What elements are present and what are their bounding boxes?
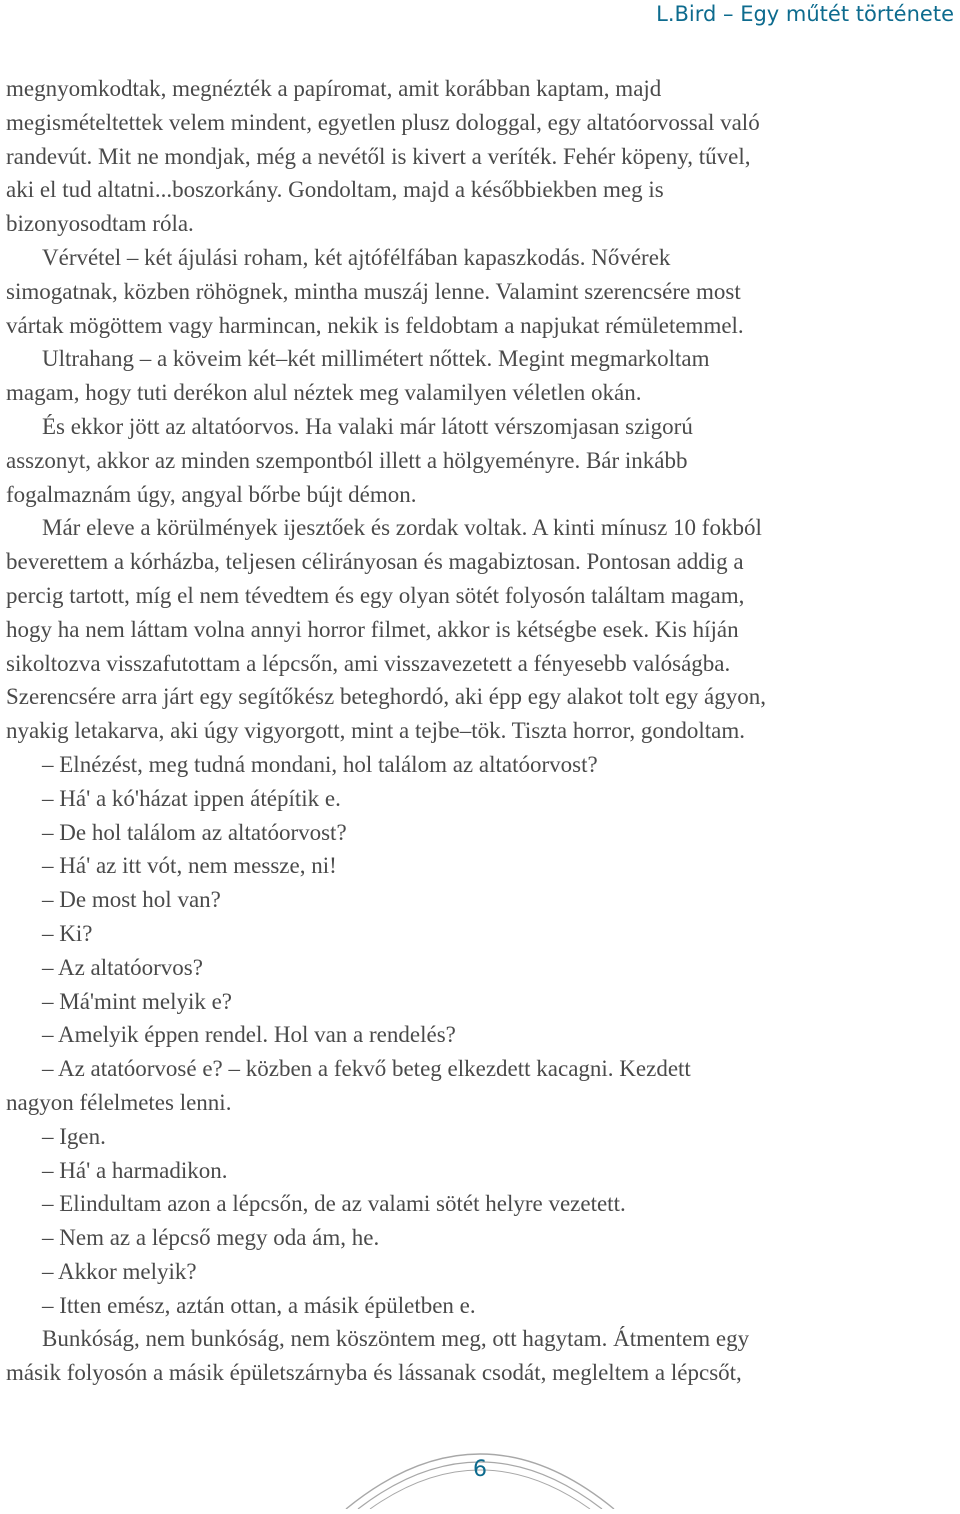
- text-line: – Ki?: [42, 920, 93, 946]
- text-line: – Má'mint melyik e?: [42, 988, 233, 1014]
- text-line: Szerencsére arra járt egy segítőkész beteghordó, aki épp egy alakot tolt egy ágyon,: [6, 684, 766, 710]
- text-line: – Há' a kó'házat ippen átépítik e.: [42, 785, 341, 811]
- text-line: – Há' a harmadikon.: [42, 1157, 228, 1183]
- text-line: vártak mögöttem vagy harmincan, nekik is feldobtam a napjukat rémületemmel.: [6, 312, 744, 338]
- text-line: beverettem a kórházba, teljesen célirányosan és magabiztosan. Pontosan addig a: [6, 549, 744, 575]
- text-line: magam, hogy tuti derékon alul néztek meg valamilyen véletlen okán.: [6, 380, 642, 406]
- text-line: bizonyosodtam róla.: [6, 211, 194, 237]
- text-line: – Amelyik éppen rendel. Hol van a rendelés?: [42, 1022, 456, 1048]
- text-line: Már eleve a körülmények ijesztőek és zordak voltak. A kinti mínusz 10 fokból: [42, 515, 762, 541]
- text-line: – De most hol van?: [42, 887, 221, 913]
- text-line: megnyomkodtak, megnézték a papíromat, amit korábban kaptam, majd: [6, 76, 662, 101]
- text-line: – Há' az itt vót, nem messze, ni!: [42, 853, 337, 879]
- text-line: nagyon félelmetes lenni.: [6, 1089, 232, 1115]
- text-line: – Itten emész, aztán ottan, a másik épületben e.: [42, 1292, 476, 1318]
- text-line: aki el tud altatni...boszorkány. Gondoltam, majd a későbbiekben meg is: [6, 177, 664, 203]
- page-number: 6: [473, 1457, 487, 1482]
- text-line: Vérvétel – két ájulási roham, két ajtófélfában kapaszkodás. Nővérek: [42, 244, 671, 270]
- text-line: Bunkóság, nem bunkóság, nem köszöntem meg, ott hagytam. Átmentem egy: [42, 1326, 750, 1352]
- text-line: simogatnak, közben röhögnek, mintha muszáj lenne. Valamint szerencsére most: [6, 278, 741, 304]
- text-line: sikoltozva visszafutottam a lépcsőn, ami visszavezetett a fényesebb valóságba.: [6, 650, 731, 676]
- text-line: – Igen.: [42, 1123, 106, 1149]
- text-line: – Az atatóorvosé e? – közben a fekvő beteg elkezdett kacagni. Kezdett: [42, 1056, 691, 1082]
- body-text: [6, 72, 946, 1390]
- text-line: asszonyt, akkor az minden szempontból illett a hölgyeményre. Bár inkább: [6, 447, 688, 473]
- text-line: – Elnézést, meg tudná mondani, hol találom az altatóorvost?: [42, 751, 598, 777]
- text-line: megismételtettek velem mindent, egyetlen plusz dologgal, egy altatóorvossal való: [6, 109, 760, 135]
- page-number-ornament: [340, 1425, 620, 1509]
- running-header: L.Bird – Egy műtét története: [656, 2, 954, 26]
- text-line: percig tartott, míg el nem tévedtem és egy olyan sötét folyosón találtam magam,: [6, 582, 745, 608]
- text-line: randevút. Mit ne mondjak, még a nevétől is kivert a veríték. Fehér köpeny, tűvel,: [6, 143, 751, 169]
- text-line: És ekkor jött az altatóorvos. Ha valaki már látott vérszomjasan szigorú: [42, 413, 693, 439]
- text-line: – Elindultam azon a lépcsőn, de az valami sötét helyre vezetett.: [42, 1191, 626, 1217]
- text-line: nyakig letakarva, aki úgy vigyorgott, mint a tejbe–tök. Tiszta horror, gondoltam.: [6, 718, 746, 744]
- text-line: fogalmaznám úgy, angyal bőrbe bújt démon.: [6, 481, 417, 507]
- text-line: Ultrahang – a köveim két–két millimétert nőttek. Megint megmarkoltam: [42, 346, 710, 372]
- text-line: hogy ha nem láttam volna annyi horror filmet, akkor is kétségbe esek. Kis híján: [6, 616, 739, 642]
- text-line: – Akkor melyik?: [42, 1258, 197, 1284]
- text-line: – De hol találom az altatóorvost?: [42, 819, 347, 845]
- text-line: – Nem az a lépcső megy oda ám, he.: [42, 1225, 380, 1251]
- text-line: – Az altatóorvos?: [42, 954, 203, 980]
- text-line: másik folyosón a másik épületszárnyba és lássanak csodát, megleltem a lépcsőt,: [6, 1360, 742, 1386]
